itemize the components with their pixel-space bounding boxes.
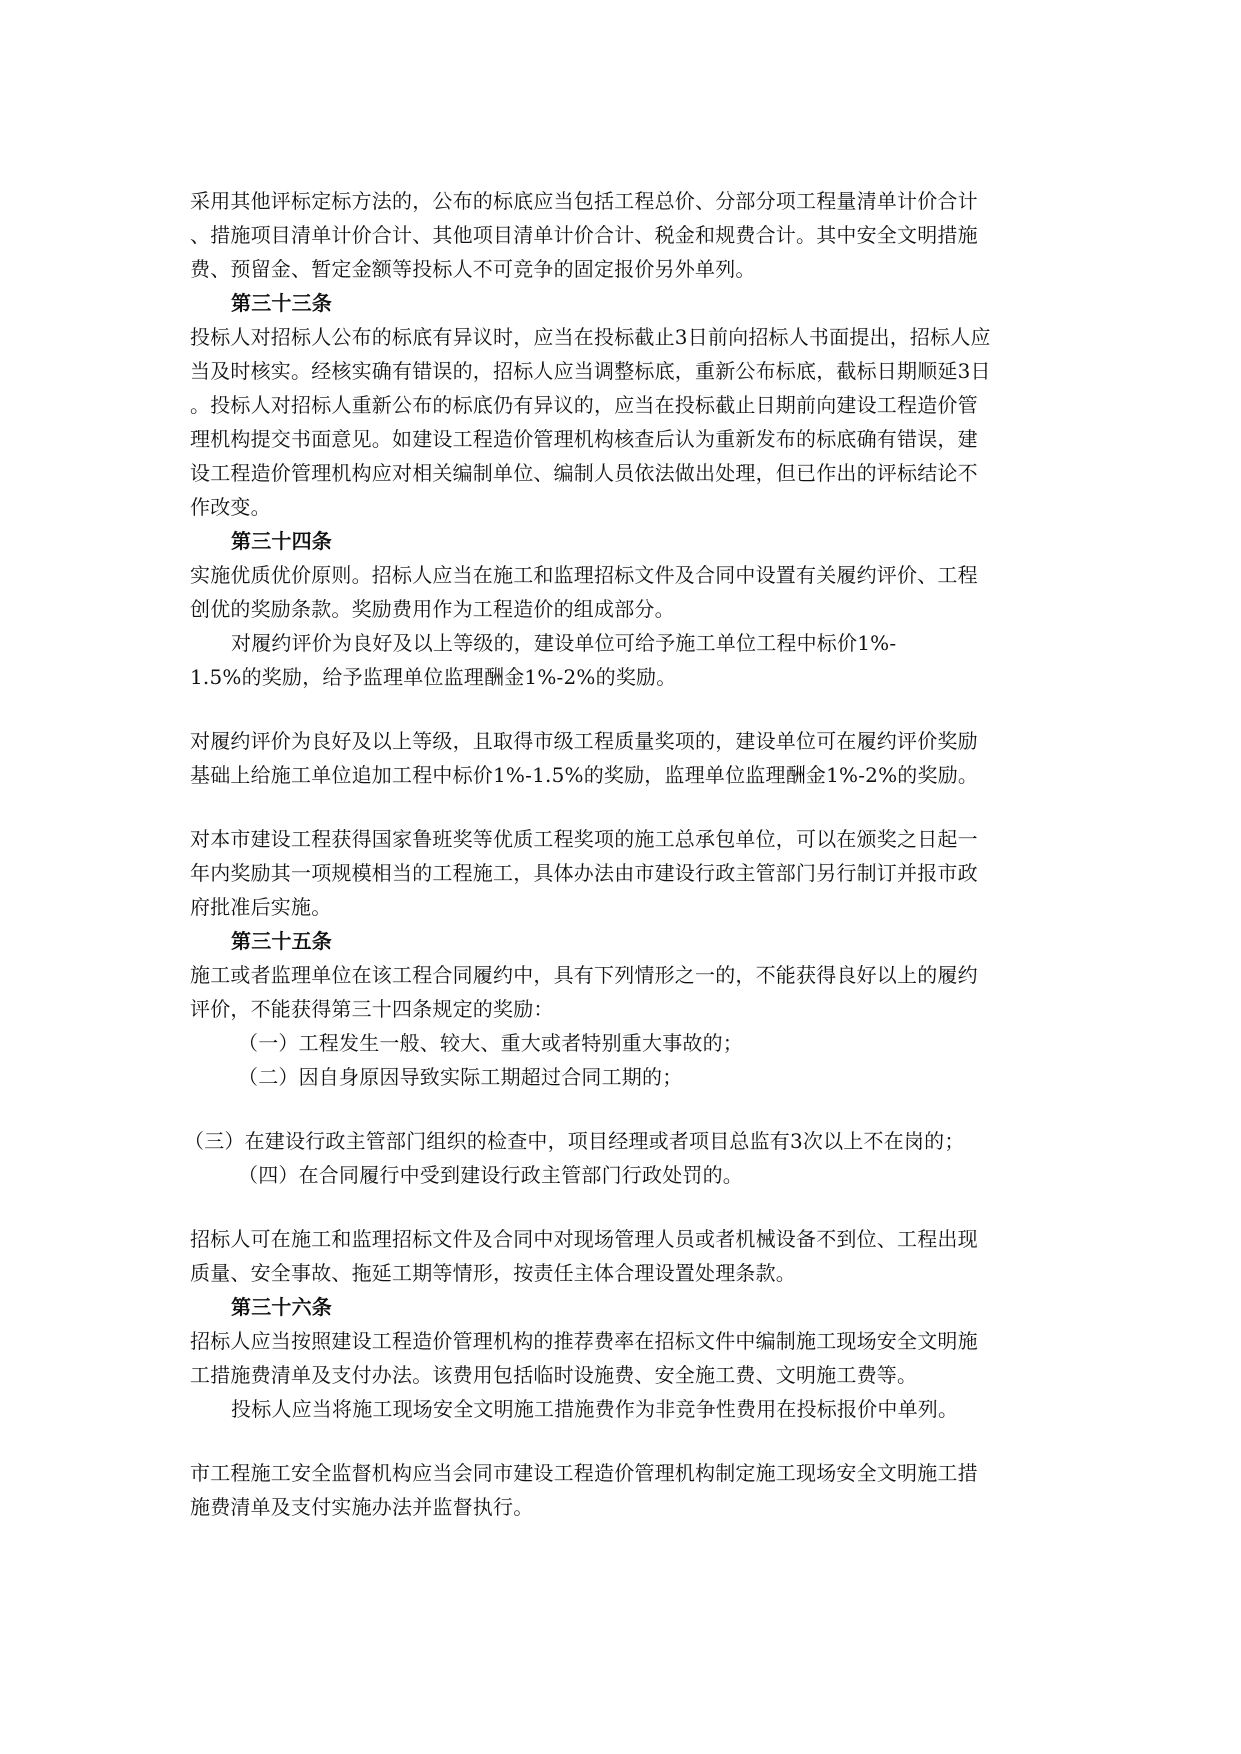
text-line: 对本市建设工程获得国家鲁班奖等优质工程奖项的施工总承包单位，可以在颁奖之日起一 — [190, 827, 978, 851]
article-heading-34: 第三十四条 — [231, 529, 332, 553]
text-line: 创优的奖励条款。奖励费用作为工程造价的组成部分。 — [190, 597, 675, 621]
document-body — [184, 184, 1070, 1524]
article-heading-33: 第三十三条 — [231, 291, 332, 315]
text-line: 投标人应当将施工现场安全文明施工措施费作为非竞争性费用在投标报价中单列。 — [231, 1397, 959, 1421]
text-line: 投标人对招标人公布的标底有异议时，应当在投标截止3日前向招标人书面提出，招标人应 — [190, 325, 991, 349]
text-line: 招标人应当按照建设工程造价管理机构的推荐费率在招标文件中编制施工现场安全文明施 — [190, 1329, 978, 1353]
text-line: 工措施费清单及支付办法。该费用包括临时设施费、安全施工费、文明施工费等。 — [190, 1363, 918, 1387]
text-line: 基础上给施工单位追加工程中标价1%-1.5%的奖励，监理单位监理酬金1%-2%的奖励。 — [190, 763, 979, 787]
text-line: 对履约评价为良好及以上等级的，建设单位可给予施工单位工程中标价1%- — [231, 631, 897, 655]
text-line: 理机构提交书面意见。如建设工程造价管理机构核查后认为重新发布的标底确有错误，建 — [190, 427, 978, 451]
paragraph-gap — [190, 1192, 1070, 1222]
text-line: 当及时核实。经核实确有错误的，招标人应当调整标底，重新公布标底，截标日期顺延3日 — [190, 359, 991, 383]
text-line: 市工程施工安全监督机构应当会同市建设工程造价管理机构制定施工现场安全文明施工措 — [190, 1461, 978, 1485]
text-line: 施费清单及支付实施办法并监督执行。 — [190, 1495, 534, 1519]
text-line: 、措施项目清单计价合计、其他项目清单计价合计、税金和规费合计。其中安全文明措施 — [190, 223, 978, 247]
list-item: （四）在合同履行中受到建设行政主管部门行政处罚的。 — [238, 1163, 743, 1187]
text-line: 年内奖励其一项规模相当的工程施工，具体办法由市建设行政主管部门另行制订并报市政 — [190, 861, 978, 885]
paragraph-gap — [190, 792, 1070, 822]
text-line: 招标人可在施工和监理招标文件及合同中对现场管理人员或者机械设备不到位、工程出现 — [190, 1227, 978, 1251]
text-line: 府批准后实施。 — [190, 895, 332, 919]
text-line: 设工程造价管理机构应对相关编制单位、编制人员依法做出处理，但已作出的评标结论不 — [190, 461, 978, 485]
list-item: （三）在建设行政主管部门组织的检查中，项目经理或者项目总监有3次以上不在岗的； — [184, 1129, 965, 1153]
text-line: 质量、安全事故、拖延工期等情形，按责任主体合理设置处理条款。 — [190, 1261, 796, 1285]
text-line: 采用其他评标定标方法的，公布的标底应当包括工程总价、分部分项工程量清单计价合计 — [190, 189, 978, 213]
list-item: （一）工程发生一般、较大、重大或者特别重大事故的； — [238, 1031, 743, 1055]
text-line: 。投标人对招标人重新公布的标底仍有异议的，应当在投标截止日期前向建设工程造价管 — [190, 393, 978, 417]
text-line: 作改变。 — [190, 495, 271, 519]
text-line: 费、预留金、暂定金额等投标人不可竞争的固定报价另外单列。 — [190, 257, 756, 281]
text-line: 施工或者监理单位在该工程合同履约中，具有下列情形之一的，不能获得良好以上的履约 — [190, 963, 978, 987]
paragraph-gap — [190, 1094, 1070, 1124]
text-line: 对履约评价为良好及以上等级，且取得市级工程质量奖项的，建设单位可在履约评价奖励 — [190, 729, 978, 753]
text-line: 实施优质优价原则。招标人应当在施工和监理招标文件及合同中设置有关履约评价、工程 — [190, 563, 978, 587]
paragraph-gap — [190, 1426, 1070, 1456]
paragraph-gap — [190, 694, 1070, 724]
text-line: 1.5%的奖励，给予监理单位监理酬金1%-2%的奖励。 — [190, 665, 677, 689]
article-heading-35: 第三十五条 — [231, 929, 332, 953]
article-heading-36: 第三十六条 — [231, 1295, 332, 1319]
text-line: 评价，不能获得第三十四条规定的奖励： — [190, 997, 554, 1021]
list-item: （二）因自身原因导致实际工期超过合同工期的； — [238, 1065, 683, 1089]
